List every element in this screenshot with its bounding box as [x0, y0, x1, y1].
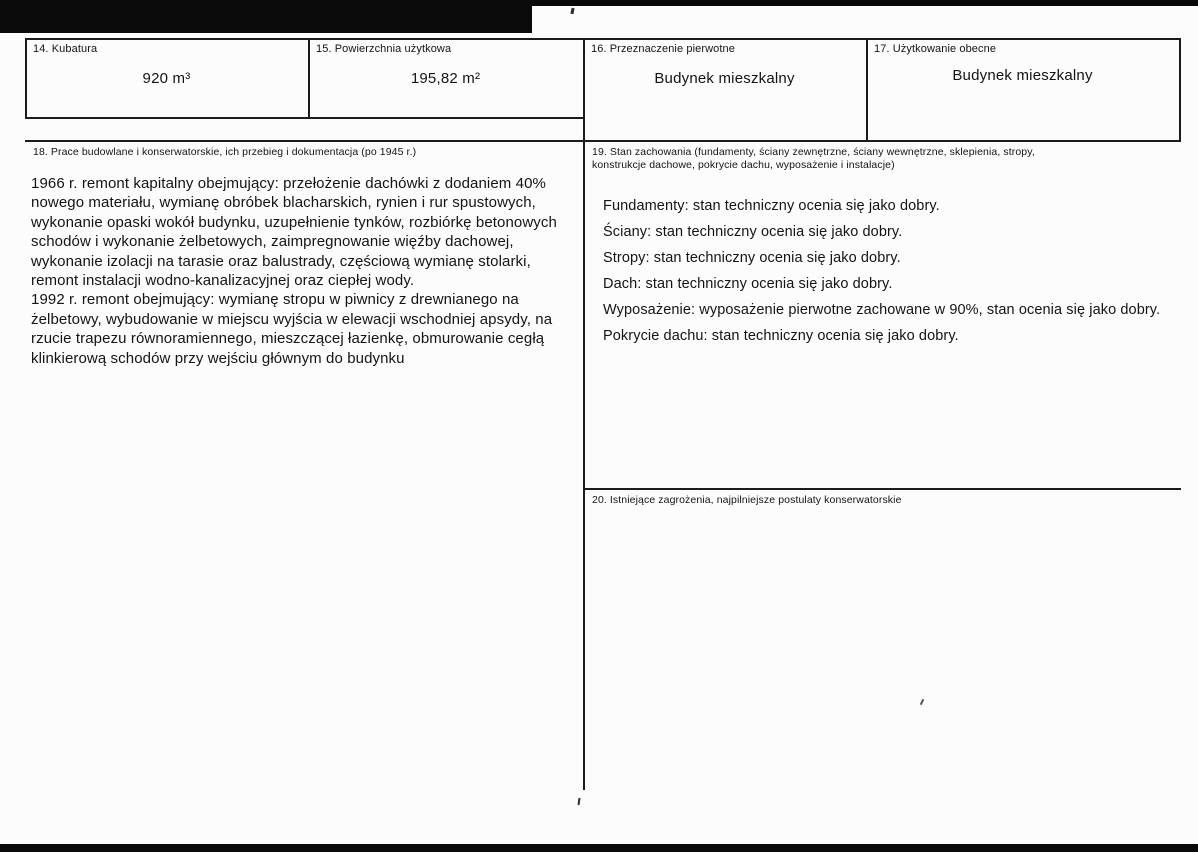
section-19-title-line: konstrukcje dachowe, pokrycie dachu, wyposażenie i instalacje)	[592, 159, 895, 171]
field-powierzchnia-value: 195,82 m²	[410, 70, 481, 87]
section-19-title	[584, 141, 1180, 172]
field-uzytkowanie-obecne	[866, 38, 1179, 140]
section-18-prace-budowlane	[25, 141, 583, 368]
section-18-body	[31, 174, 583, 368]
field-kubatura-value: 920 m³	[142, 70, 191, 87]
condition-item: Ściany: stan techniczny ocenia się jako dobry.	[603, 224, 903, 240]
section-19-items	[603, 193, 1180, 349]
scan-artifact	[570, 8, 574, 14]
text-line: rzucie trapezu równoramiennego, mieszczącej łazienkę, obmurowanie cegłą	[31, 330, 545, 348]
condition-item: Fundamenty: stan techniczny ocenia się jako dobry.	[603, 198, 940, 214]
rule-right-border	[1179, 38, 1181, 141]
text-line: schodów i wykonanie żelbetowych, zaimpregnowanie więźby dachowej,	[31, 233, 514, 251]
section-20-title: 20. Istniejące zagrożenia, najpilniejsze postulaty konserwatorskie	[592, 494, 902, 506]
text-line: żelbetowy, wybudowanie w miejscu wyjścia w elewacji wschodniej apsydy, na	[31, 310, 553, 328]
field-przeznaczenie-pierwotne	[583, 38, 866, 140]
condition-item: Pokrycie dachu: stan techniczny ocenia się jako dobry.	[603, 328, 959, 344]
text-line: nowego materiału, wymianę obróbek blacharskich, rynien i rur spustowych,	[31, 194, 536, 212]
scan-edge-bottom	[0, 844, 1198, 852]
scan-edge-top-right	[530, 0, 1198, 6]
field-uzytkowanie-value: Budynek mieszkalny	[952, 67, 1093, 84]
condition-item: Wyposażenie: wyposażenie pierwotne zachowane w 90%, stan ocenia się jako dobry.	[603, 302, 1161, 318]
text-line: wykonanie opaski wokół budynku, uzupełnienie tynków, rozbiórkę betonowych	[31, 213, 557, 231]
text-line: klinkierową schodów przy wejściu głównym do budynku	[31, 349, 405, 367]
scan-edge-top-left	[0, 0, 532, 33]
field-powierzchnia-label: 15. Powierzchnia użytkowa	[316, 43, 452, 55]
section-20-zagrozenia	[584, 489, 1180, 789]
text-line: remont instalacji wodno-kanalizacyjnej oraz ciepłej wody.	[31, 272, 415, 290]
field-powierzchnia-uzytkowa	[308, 38, 583, 117]
field-kubatura	[25, 38, 308, 117]
text-line: 1992 r. remont obejmujący: wymianę stropu w piwnicy z drewnianego na	[31, 291, 519, 309]
section-19-stan-zachowania	[584, 141, 1180, 349]
condition-item: Dach: stan techniczny ocenia się jako dobry.	[603, 276, 893, 292]
field-przeznaczenie-label: 16. Przeznaczenie pierwotne	[591, 43, 735, 55]
field-przeznaczenie-value: Budynek mieszkalny	[654, 70, 795, 87]
condition-item: Stropy: stan techniczny ocenia się jako dobry.	[603, 250, 901, 266]
scan-artifact	[578, 798, 581, 805]
field-uzytkowanie-label: 17. Użytkowanie obecne	[874, 43, 997, 55]
section-18-title: 18. Prace budowlane i konserwatorskie, ich przebieg i dokumentacja (po 1945 r.)	[33, 146, 417, 158]
rule-under-cells-14-15	[25, 117, 583, 119]
field-kubatura-label: 14. Kubatura	[33, 43, 98, 55]
text-line: wykonanie izolacji na tarasie oraz balustrady, częściową wymianę stolarki,	[31, 252, 531, 270]
text-line: 1966 r. remont kapitalny obejmujący: przełożenie dachówki z dodaniem 40%	[31, 175, 546, 192]
section-19-title-line: 19. Stan zachowania (fundamenty, ściany zewnętrzne, ściany wewnętrzne, sklepienia, stropy,	[592, 146, 1035, 158]
